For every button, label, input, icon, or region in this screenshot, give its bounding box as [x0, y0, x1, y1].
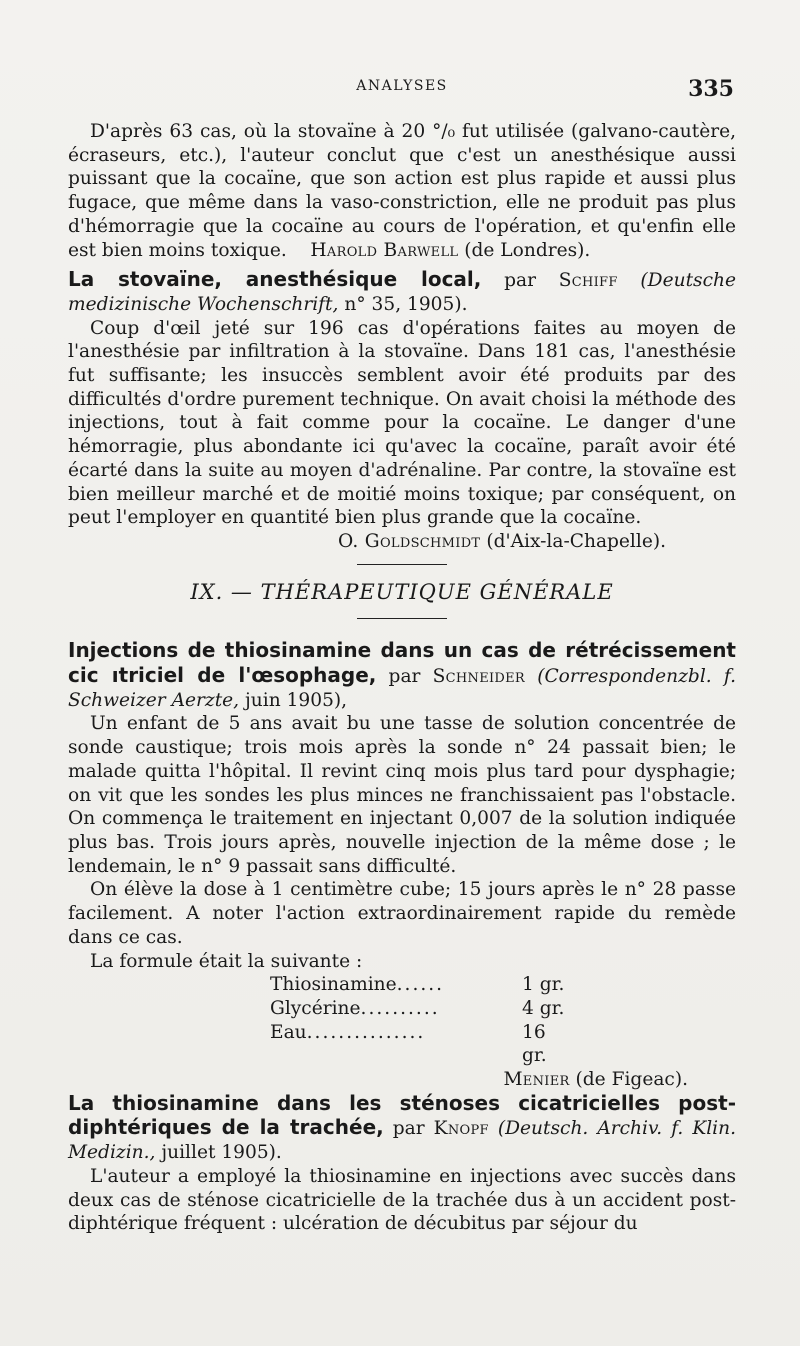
article-source-info: juin 1905), — [245, 689, 348, 711]
review-author-place: (de Londres). — [464, 239, 591, 261]
article-title: Injections de thiosinamine dans un cas de rétrécissement cic ıtriciel de l'œsophage, — [68, 638, 736, 688]
page-body — [68, 120, 736, 1236]
article-paragraph: La formule était la suivante : — [90, 950, 363, 972]
formula-quantity: 1 gr. — [522, 974, 565, 996]
article-body: Coup d'œil jeté sur 196 cas d'opérations faites au moyen de l'anesthésie par infiltration à la stovaïne. Dans 181 cas, l'anesthésie fut suffisante; les insuccès semblent avoir été produits par des difficultés d'ordre purement technique. On avait choisi la méthode des injections, tout à fait comme pour la cocaïne. Le danger d'une hémorragie, plus abondante ici qu'avec la cocaïne, paraît avoir été écarté dans la suite au moyen d'adrénaline. Par contre, la stovaïne est bien meilleur marché et de moitié moins toxique; par conséquent, on peut l'employer en quantité bien plus grande que la cocaïne. — [68, 317, 736, 529]
formula-ingredient: Thiosinamine — [270, 974, 397, 996]
formula-row: Glycérine.......... 4 gr. — [270, 997, 570, 1021]
article-source: (Deutsche medizinische Wochenschrift, — [68, 270, 736, 315]
signature-place: (d'Aix-la-Chapelle). — [486, 530, 666, 552]
article-author: Schneider — [432, 666, 526, 688]
signature — [68, 1068, 736, 1092]
article-author: Schiff — [558, 270, 618, 292]
page-header — [70, 78, 734, 104]
article-source-info: juillet 1905). — [161, 1142, 282, 1164]
article-source: (Correspondenzbl. f. Schweizer Aerzte, — [68, 666, 736, 711]
running-title: ANALYSES — [356, 78, 448, 94]
separator-rule — [357, 564, 447, 565]
formula-row: Eau............... 16 gr. — [270, 1021, 570, 1068]
section-title: IX. — THÉRAPEUTIQUE GÉNÉRALE — [190, 579, 614, 604]
formula-table — [270, 973, 570, 1068]
article-title: La thiosinamine dans les sténoses cicatricielles post-diphtériques de la trachée, — [68, 1090, 736, 1140]
formula-row: Thiosinamine...... 1 gr. — [270, 973, 570, 997]
signature — [68, 530, 736, 554]
formula-quantity: 16 gr. — [522, 1021, 547, 1067]
article-source-info: n° 35, 1905). — [344, 293, 468, 315]
article-source: (Deutsch. Archiv. f. Klin. Medizin., — [68, 1118, 736, 1164]
signature-author: O. Goldschmidt — [337, 530, 481, 552]
article-heading: La thiosinamine dans les sténoses cicatricielles post-diphtériques de la trachée, par Knopf (Deutsch. Archiv. f. Klin. Medizin., juillet 1905). — [68, 1090, 736, 1164]
article-heading: La stovaïne, anesthésique local, par Schiff (Deutsche medizinische Wochenschrift, n° 35, 1905). — [68, 267, 736, 315]
separator-rule — [357, 618, 447, 619]
review-paragraph — [68, 120, 736, 262]
formula-quantity: 4 gr. — [522, 997, 565, 1019]
review-text: D'après 63 cas, où la stovaïne à 20 °/₀ fut utilisée (galvano-cautère, écraseurs, etc.), l'auteur conclut que c'est un anesthésique aussi puissant que la cocaïne, que son action est plus rapide et aussi plus fugace, que même dans la vaso-constriction, elle ne produit pas plus d'hémorragie que la cocaïne au cours de l'opération, et qu'enfin elle est bien moins toxique. — [68, 121, 736, 261]
article-author: Knopf — [433, 1118, 489, 1140]
article-heading: Injections de thiosinamine dans un cas de rétrécissement cic ıtriciel de l'œsophage, par Schneider (Correspondenzbl. f. Schweizer Aerzte, juin 1905), — [68, 638, 736, 711]
formula-ingredient: Eau — [270, 1021, 307, 1043]
review-author: Harold Barwell — [310, 239, 459, 261]
article-paragraph: Un enfant de 5 ans avait bu une tasse de solution concentrée de sonde caustique; trois mois après la sonde n° 24 passait bien; le malade quitta l'hôpital. Il revint cinq mois plus tard pour dysphagie; on vit que les sondes les plus minces ne franchissaient pas l'obstacle. On commença le traitement en injectant 0,007 de la solution indiquée plus bas. Trois jours après, nouvelle injection de la même dose ; le lendemain, le n° 9 passait sans difficulté. — [68, 713, 736, 877]
formula-ingredient: Glycérine — [270, 997, 361, 1019]
article-title: La stovaïne, anesthésique local, — [68, 267, 482, 292]
signature-author: Menier — [503, 1069, 570, 1091]
article-body: L'auteur a employé la thiosinamine en injections avec succès dans deux cas de sténose cicatricielle de la trachée dus à un accident post-diphtérique fréquent : ulcération de décubitus par séjour du — [68, 1165, 736, 1235]
article-paragraph: On élève la dose à 1 centimètre cube; 15 jours après le n° 28 passe facilement. A noter l'action extraordinairement rapide du remède dans ce cas. — [68, 879, 736, 948]
signature-place: (de Figeac). — [575, 1069, 688, 1091]
page-number: 335 — [688, 76, 734, 102]
